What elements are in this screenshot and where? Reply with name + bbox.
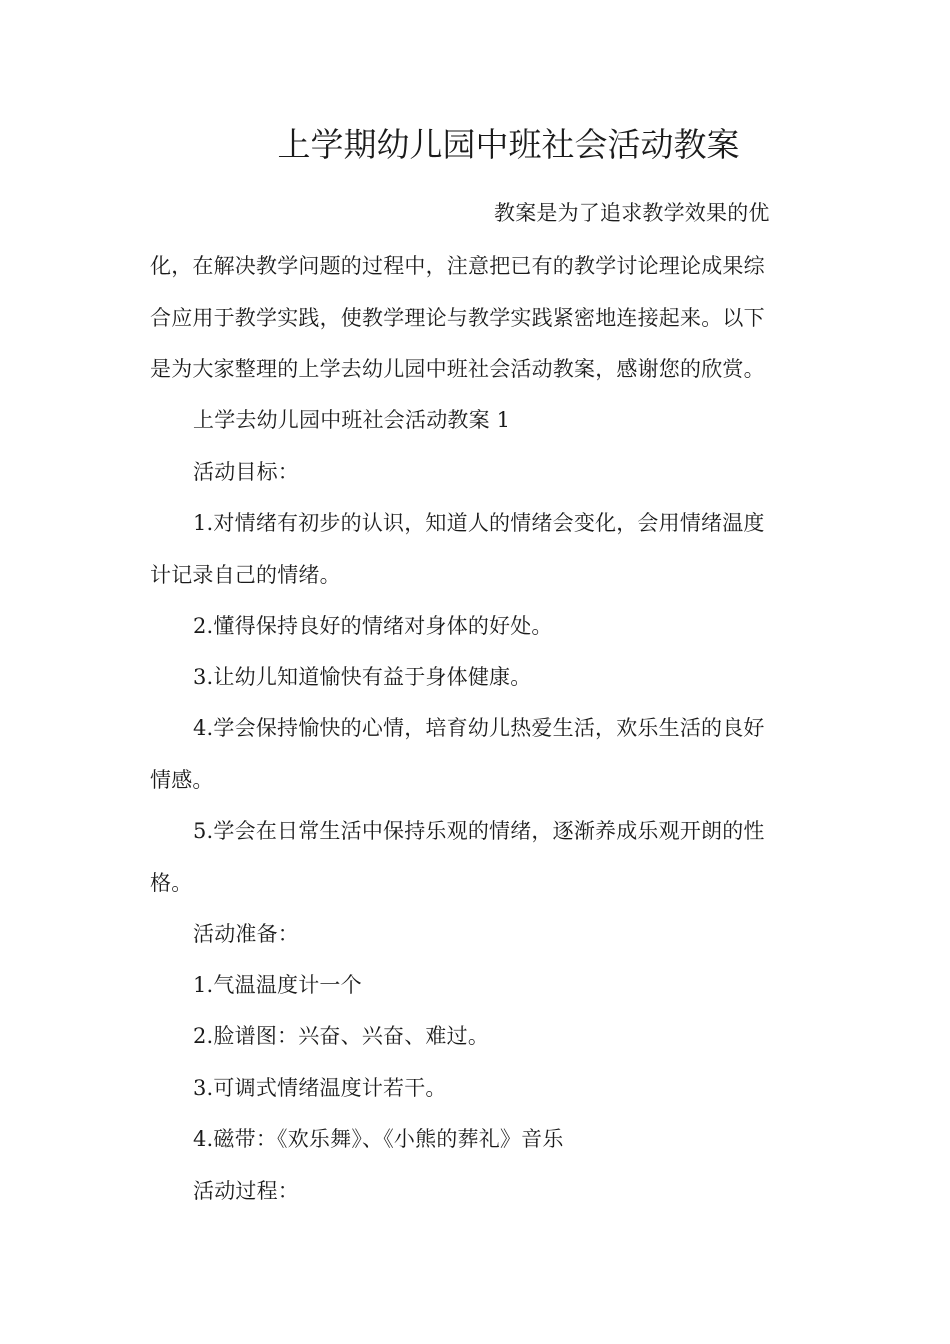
section-heading: 上学去幼儿园中班社会活动教案 1 xyxy=(193,408,511,432)
prep-2: 2.脸谱图：兴奋、兴奋、难过。 xyxy=(193,1024,490,1048)
goal-5-line-2: 格。 xyxy=(150,871,193,895)
goal-4-line-2: 情感。 xyxy=(150,768,214,792)
intro-line-4: 是为大家整理的上学去幼儿园中班社会活动教案，感谢您的欣赏。 xyxy=(150,357,765,381)
intro-line-1: 教案是为了追求教学效果的优 xyxy=(494,201,770,225)
intro-line-3: 合应用于教学实践，使教学理论与教学实践紧密地连接起来。以下 xyxy=(150,306,765,330)
prep-heading: 活动准备： xyxy=(193,922,299,946)
prep-3: 3.可调式情绪温度计若干。 xyxy=(193,1076,447,1100)
goal-1-line-2: 计记录自己的情绪。 xyxy=(150,563,341,587)
goal-4-line-1: 4.学会保持愉快的心情，培育幼儿热爱生活，欢乐生活的良好 xyxy=(193,716,765,740)
goal-2: 2.懂得保持良好的情绪对身体的好处。 xyxy=(193,614,553,638)
goal-3: 3.让幼儿知道愉快有益于身体健康。 xyxy=(193,665,532,689)
goals-heading: 活动目标： xyxy=(193,460,299,484)
goal-1-line-1: 1.对情绪有初步的认识，知道人的情绪会变化，会用情绪温度 xyxy=(193,511,765,535)
prep-1: 1.气温温度计一个 xyxy=(193,973,362,997)
process-heading: 活动过程： xyxy=(193,1179,299,1203)
prep-4: 4.磁带：《欢乐舞》、《小熊的葬礼》音乐 xyxy=(193,1127,564,1151)
goal-5-line-1: 5.学会在日常生活中保持乐观的情绪，逐渐养成乐观开朗的性 xyxy=(193,819,765,843)
intro-line-2: 化，在解决教学问题的过程中，注意把已有的教学讨论理论成果综 xyxy=(150,254,765,278)
document-title: 上学期幼儿园中班社会活动教案 xyxy=(277,125,740,164)
